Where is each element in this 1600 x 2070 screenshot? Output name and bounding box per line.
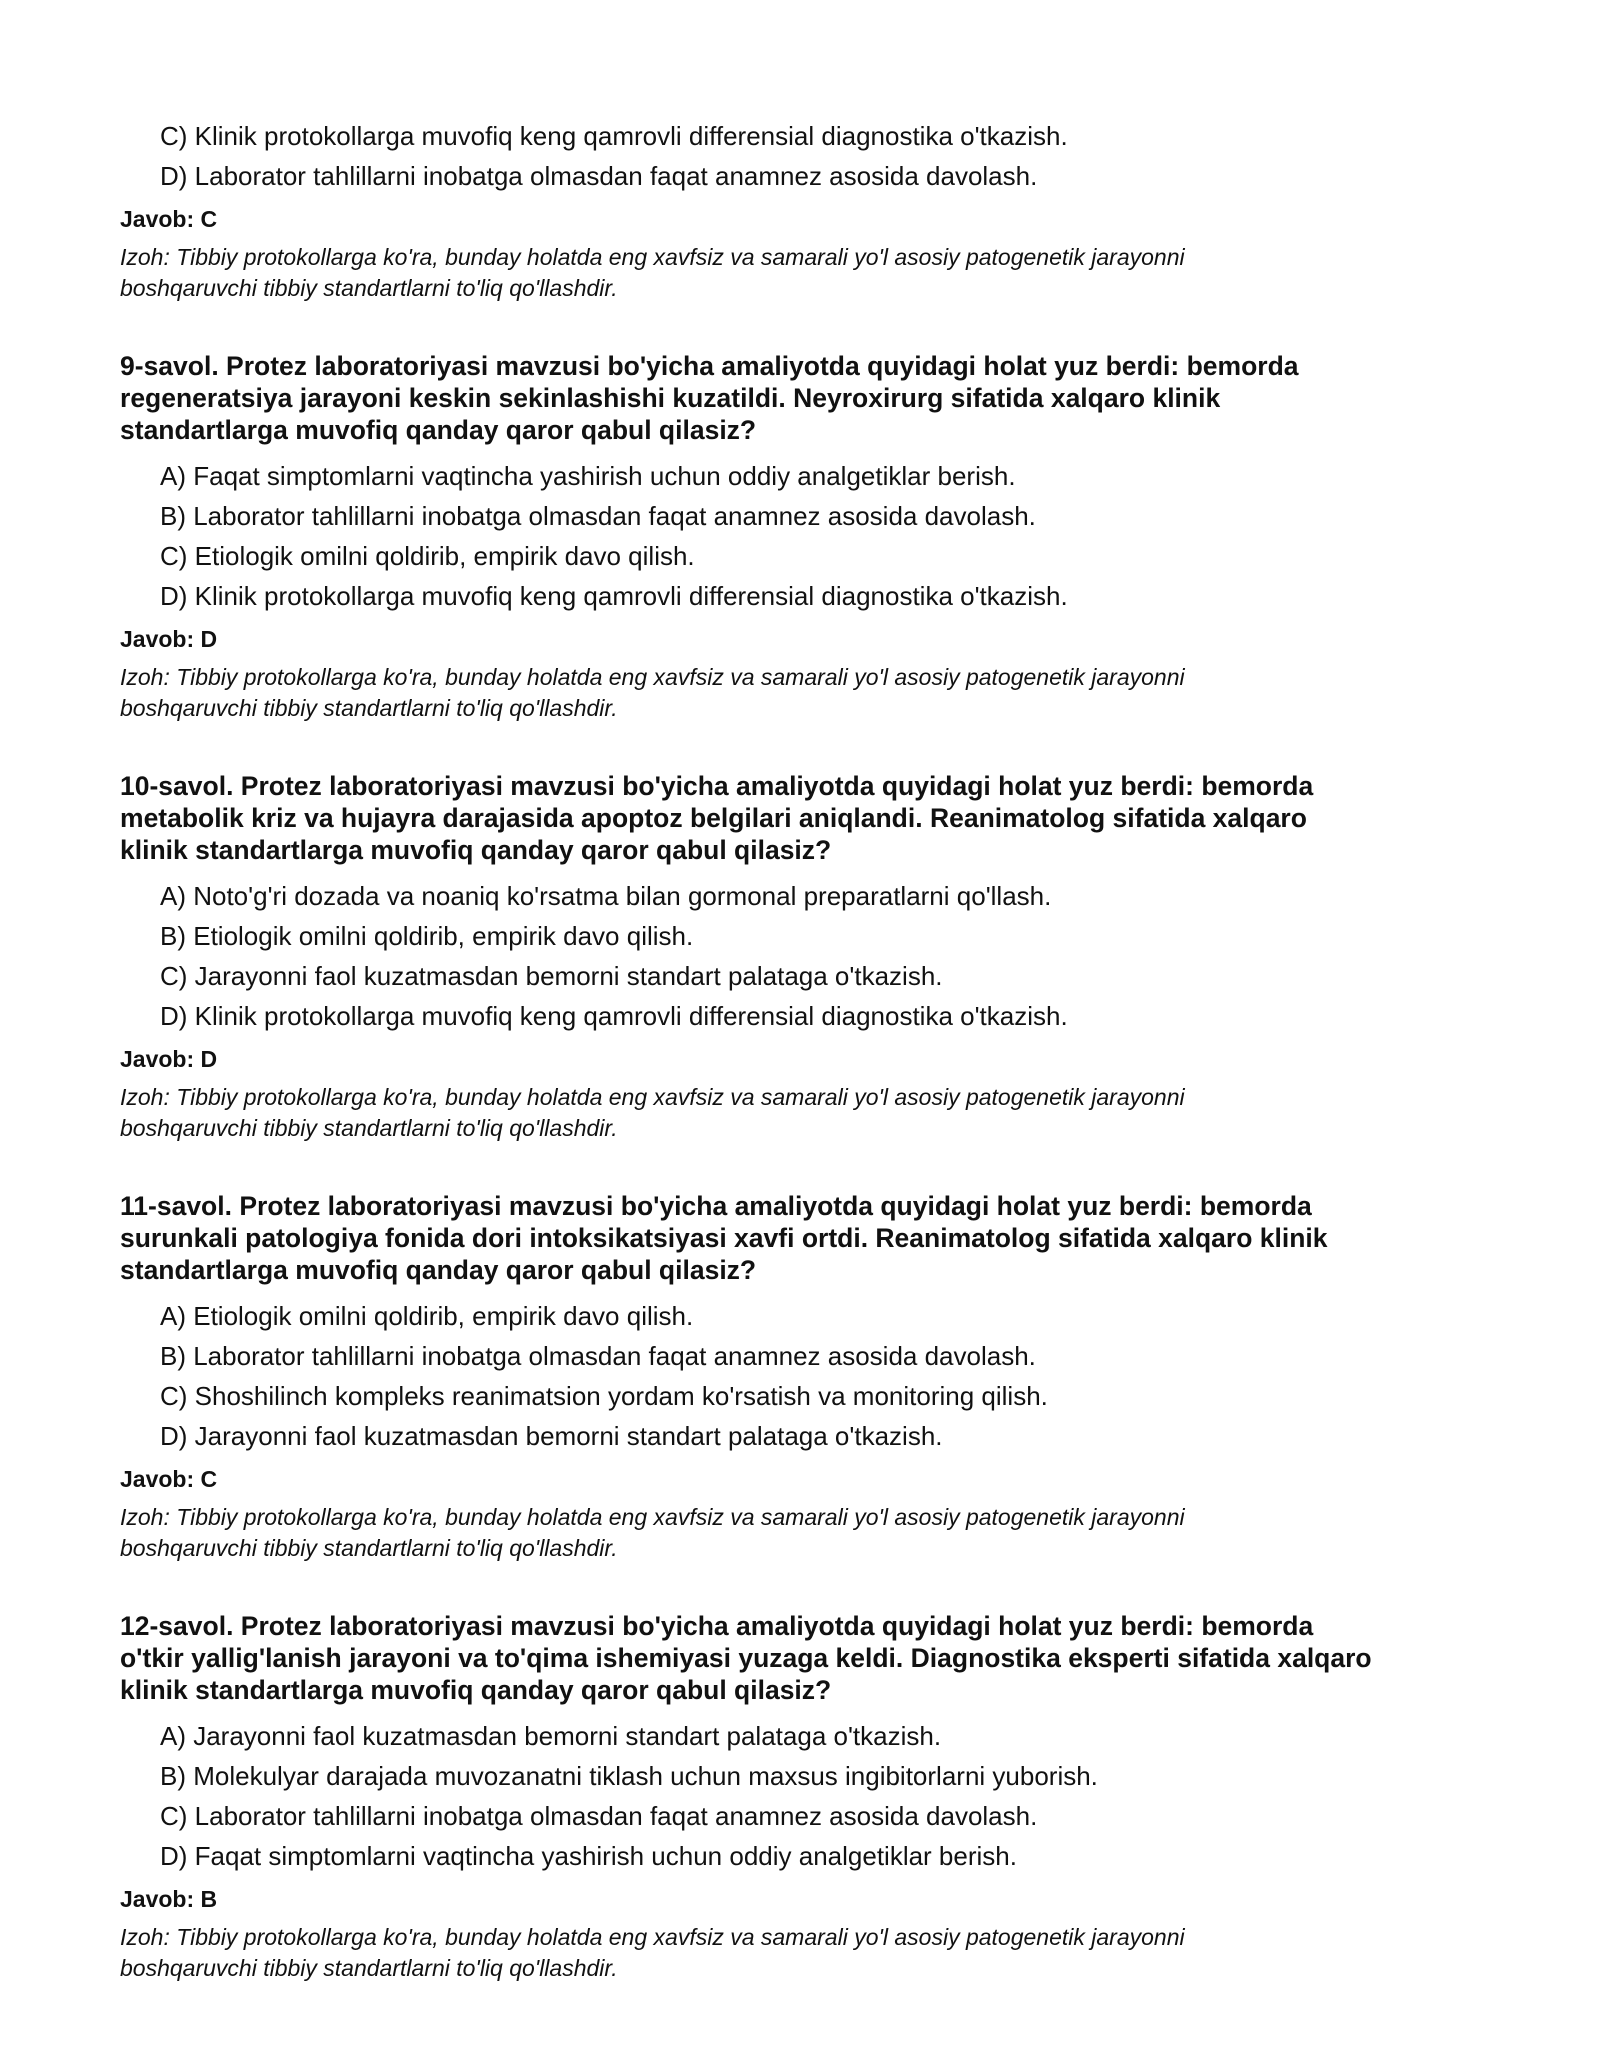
note-line-2: boshqaruvchi tibbiy standartlarni to'liq qo'llashdir. (120, 695, 618, 721)
option-d: D) Faqat simptomlarni vaqtincha yashirish uchun oddiy analgetiklar berish. (160, 1841, 1017, 1871)
answer-label: Javob: B (120, 1886, 218, 1912)
explanation-note (120, 1082, 1490, 1144)
question-line-1: 9-savol. Protez laboratoriyasi mavzusi bo'yicha amaliyotda quyidagi holat yuz berdi: bemorda (120, 351, 1299, 381)
question-line-1: 11-savol. Protez laboratoriyasi mavzusi bo'yicha amaliyotda quyidagi holat yuz berdi: bemorda (120, 1191, 1312, 1221)
explanation-note (120, 242, 1490, 304)
question-line-2: metabolik kriz va hujayra darajasida apoptoz belgilari aniqlandi. Reanimatolog sifatida xalqaro (120, 803, 1307, 833)
option-b: B) Laborator tahlillarni inobatga olmasdan faqat anamnez asosida davolash. (160, 501, 1036, 531)
question-text (120, 770, 1490, 866)
option-d: D) Jarayonni faol kuzatmasdan bemorni standart palataga o'tkazish. (160, 1421, 943, 1451)
explanation-note (120, 662, 1490, 724)
option-c: C) Shoshilinch kompleks reanimatsion yordam ko'rsatish va monitoring qilish. (160, 1381, 1048, 1411)
note-line-2: boshqaruvchi tibbiy standartlarni to'liq qo'llashdir. (120, 1115, 618, 1141)
question-line-3: standartlarga muvofiq qanday qaror qabul qilasiz? (120, 1255, 757, 1285)
option-b: B) Laborator tahlillarni inobatga olmasdan faqat anamnez asosida davolash. (160, 1341, 1036, 1371)
question-line-3: klinik standartlarga muvofiq qanday qaror qabul qilasiz? (120, 835, 832, 865)
question-line-1: 12-savol. Protez laboratoriyasi mavzusi bo'yicha amaliyotda quyidagi holat yuz berdi: bemorda (120, 1611, 1314, 1641)
document-page (120, 120, 1490, 1984)
question-9 (120, 350, 1490, 724)
question-line-3: klinik standartlarga muvofiq qanday qaror qabul qilasiz? (120, 1675, 832, 1705)
note-line-2: boshqaruvchi tibbiy standartlarni to'liq qo'llashdir. (120, 1955, 618, 1981)
explanation-note (120, 1502, 1490, 1564)
option-d: D) Klinik protokollarga muvofiq keng qamrovli differensial diagnostika o'tkazish. (160, 1001, 1068, 1031)
question-10 (120, 770, 1490, 1144)
option-b: B) Molekulyar darajada muvozanatni tiklash uchun maxsus ingibitorlarni yuborish. (160, 1761, 1098, 1791)
note-line-1: Izoh: Tibbiy protokollarga ko'ra, bunday holatda eng xavfsiz va samarali yo'l asosiy patogenetik jarayonni (120, 1924, 1185, 1950)
question-line-2: regeneratsiya jarayoni keskin sekinlashishi kuzatildi. Neyroxirurg sifatida xalqaro klinik (120, 383, 1221, 413)
option-d: D) Laborator tahlillarni inobatga olmasdan faqat anamnez asosida davolash. (160, 161, 1038, 191)
answer-label: Javob: D (120, 1046, 218, 1072)
option-a: A) Jarayonni faol kuzatmasdan bemorni standart palataga o'tkazish. (160, 1721, 942, 1751)
question-line-1: 10-savol. Protez laboratoriyasi mavzusi bo'yicha amaliyotda quyidagi holat yuz berdi: bemorda (120, 771, 1314, 801)
note-line-2: boshqaruvchi tibbiy standartlarni to'liq qo'llashdir. (120, 1535, 618, 1561)
note-line-1: Izoh: Tibbiy protokollarga ko'ra, bunday holatda eng xavfsiz va samarali yo'l asosiy patogenetik jarayonni (120, 1504, 1185, 1530)
question-line-3: standartlarga muvofiq qanday qaror qabul qilasiz? (120, 415, 757, 445)
answer-label: Javob: D (120, 626, 218, 652)
answer-options (120, 460, 1490, 620)
option-d: D) Klinik protokollarga muvofiq keng qamrovli differensial diagnostika o'tkazish. (160, 581, 1068, 611)
answer-options (120, 880, 1490, 1040)
answer-options (120, 120, 1490, 200)
answer-options (120, 1720, 1490, 1880)
question-8-continuation (120, 120, 1490, 304)
option-a: A) Etiologik omilni qoldirib, empirik davo qilish. (160, 1301, 694, 1331)
question-line-2: o'tkir yallig'lanish jarayoni va to'qima ishemiyasi yuzaga keldi. Diagnostika eksperti sifatida xalqaro (120, 1643, 1372, 1673)
question-text (120, 1610, 1490, 1706)
option-c: C) Laborator tahlillarni inobatga olmasdan faqat anamnez asosida davolash. (160, 1801, 1038, 1831)
question-11 (120, 1190, 1490, 1564)
note-line-1: Izoh: Tibbiy protokollarga ko'ra, bunday holatda eng xavfsiz va samarali yo'l asosiy patogenetik jarayonni (120, 1084, 1185, 1110)
note-line-2: boshqaruvchi tibbiy standartlarni to'liq qo'llashdir. (120, 275, 618, 301)
note-line-1: Izoh: Tibbiy protokollarga ko'ra, bunday holatda eng xavfsiz va samarali yo'l asosiy patogenetik jarayonni (120, 244, 1185, 270)
option-c: C) Jarayonni faol kuzatmasdan bemorni standart palataga o'tkazish. (160, 961, 943, 991)
answer-label: Javob: C (120, 1466, 218, 1492)
question-text (120, 1190, 1490, 1286)
explanation-note (120, 1922, 1490, 1984)
answer-label: Javob: C (120, 206, 218, 232)
option-a: A) Noto'g'ri dozada va noaniq ko'rsatma bilan gormonal preparatlarni qo'llash. (160, 881, 1052, 911)
question-12 (120, 1610, 1490, 1984)
option-c: C) Etiologik omilni qoldirib, empirik davo qilish. (160, 541, 695, 571)
option-b: B) Etiologik omilni qoldirib, empirik davo qilish. (160, 921, 694, 951)
answer-options (120, 1300, 1490, 1460)
question-text (120, 350, 1490, 446)
note-line-1: Izoh: Tibbiy protokollarga ko'ra, bunday holatda eng xavfsiz va samarali yo'l asosiy patogenetik jarayonni (120, 664, 1185, 690)
option-a: A) Faqat simptomlarni vaqtincha yashirish uchun oddiy analgetiklar berish. (160, 461, 1016, 491)
question-line-2: surunkali patologiya fonida dori intoksikatsiyasi xavfi ortdi. Reanimatolog sifatida xalqaro klinik (120, 1223, 1328, 1253)
option-c: C) Klinik protokollarga muvofiq keng qamrovli differensial diagnostika o'tkazish. (160, 121, 1068, 151)
